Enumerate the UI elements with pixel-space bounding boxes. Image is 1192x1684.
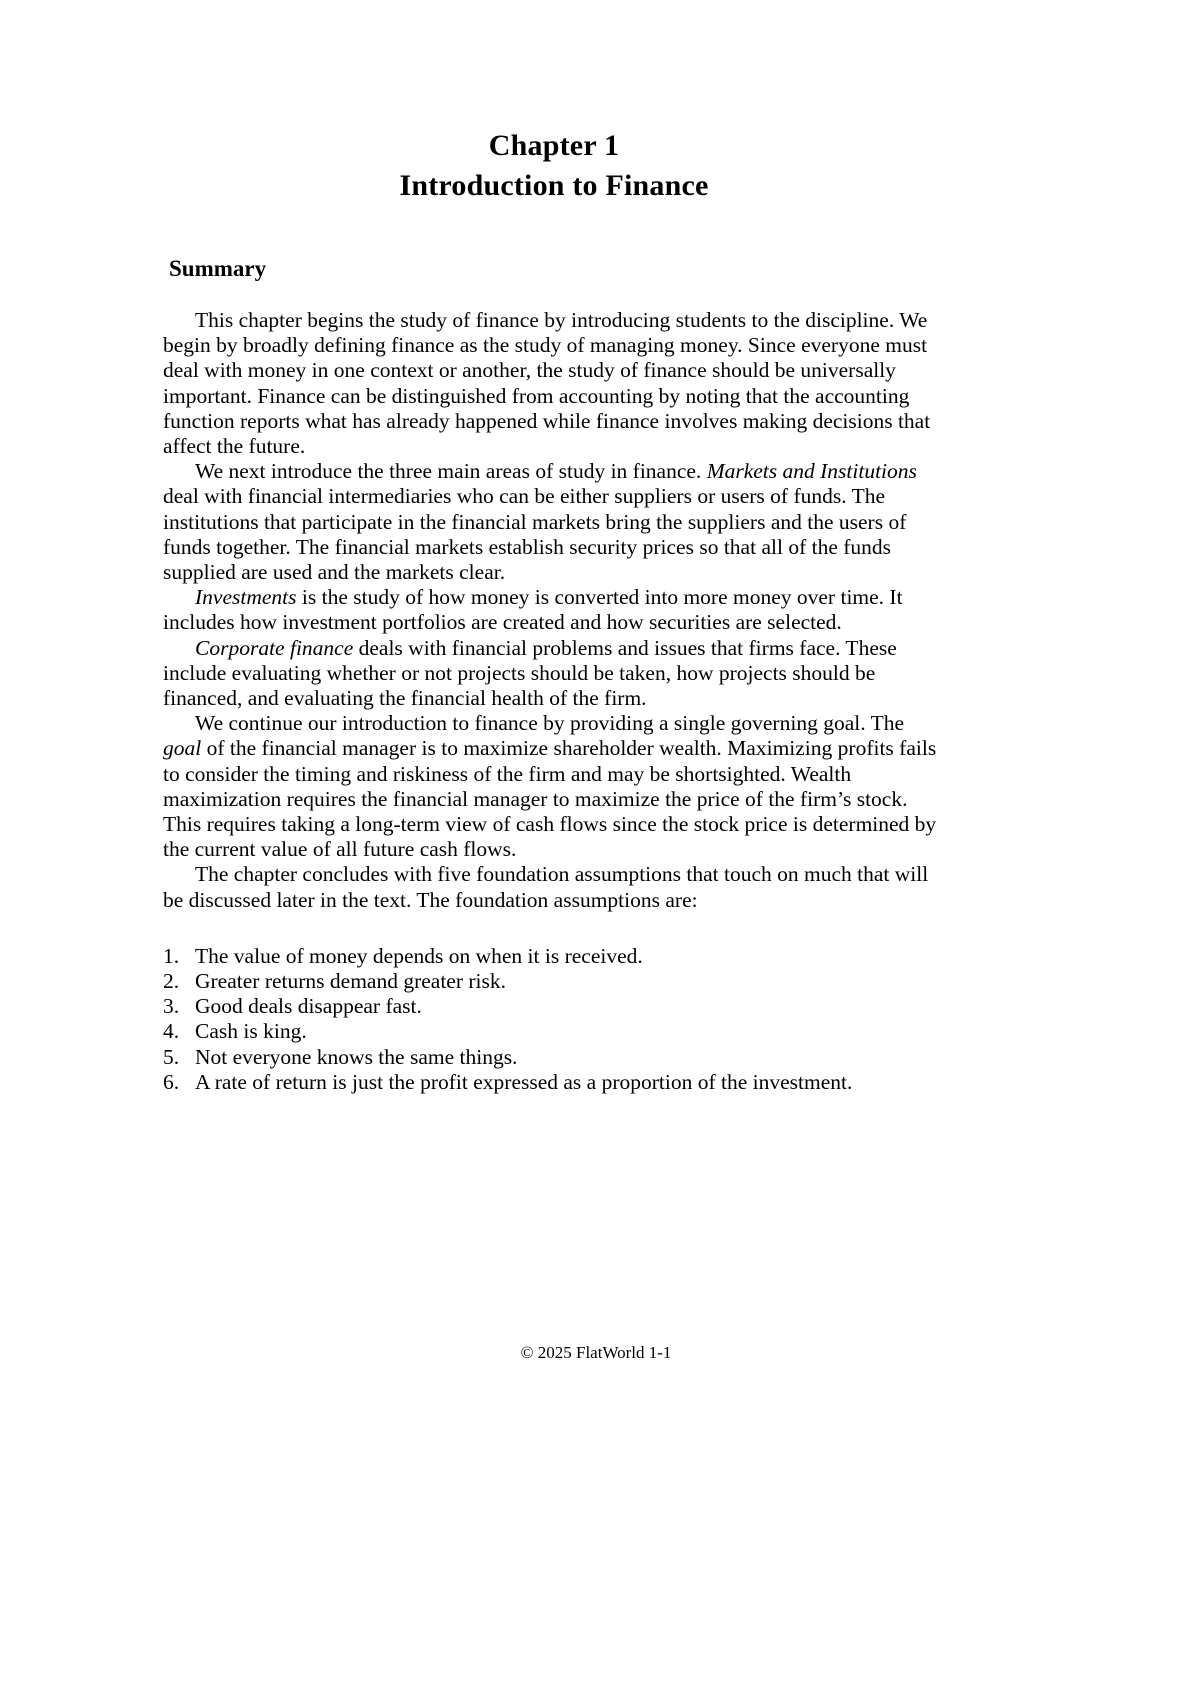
term-markets-and-institutions: Markets and Institutions	[706, 459, 917, 484]
paragraph-areas-of-study	[163, 459, 945, 585]
paragraph-investments-text: is the study of how money is converted into more money over time. It includes how investment portfolios are created and how securities are selected.	[163, 585, 903, 635]
list-item	[163, 1070, 945, 1095]
list-item	[163, 1045, 945, 1070]
paragraph-areas-text-after: deal with financial intermediaries who can be either suppliers or users of funds. The institutions that participate in the financial markets bring the suppliers and the users of funds together. The financial markets establish security prices so that all of the funds supplied are used and the markets clear.	[163, 484, 907, 585]
foundation-assumptions-list	[163, 913, 945, 1095]
list-item	[163, 1019, 945, 1044]
list-item	[163, 969, 945, 994]
list-item-label: Greater returns demand greater risk.	[195, 969, 507, 994]
paragraph-foundation-assumptions-intro: The chapter concludes with five foundation assumptions that touch on much that will be discussed later in the text. The foundation assumptions are:	[163, 862, 929, 912]
page-footer: © 2025 FlatWorld 1-1	[520, 1343, 672, 1362]
paragraph-governing-goal	[163, 711, 945, 862]
list-item-label: Not everyone knows the same things.	[195, 1044, 518, 1069]
list-item-number: 3.	[163, 994, 180, 1019]
list-item	[163, 994, 945, 1019]
list-item-number: 1.	[163, 943, 180, 968]
list-item-number: 4.	[163, 1019, 180, 1044]
paragraph-corporate-finance-text: deals with financial problems and issues that firms face. These include evaluating whether or not projects should be taken, how projects should be financed, and evaluating the financial health of the firm.	[163, 635, 897, 711]
chapter-number-line: Chapter 1	[488, 129, 620, 162]
list-item-label: Good deals disappear fast.	[195, 994, 422, 1019]
paragraph-areas-text-before: We next introduce the three main areas of study in finance.	[195, 459, 707, 484]
list-item-number: 6.	[163, 1069, 180, 1094]
list-item	[163, 944, 945, 969]
paragraph-investments	[163, 585, 945, 635]
list-item-label: The value of money depends on when it is received.	[195, 943, 643, 968]
section-heading-summary: Summary	[169, 256, 267, 281]
chapter-title-line: Introduction to Finance	[399, 169, 709, 202]
list-item-number: 5.	[163, 1044, 180, 1069]
list-item-number: 2.	[163, 969, 180, 994]
list-item-label: Cash is king.	[195, 1019, 307, 1044]
paragraph-goal-text-after: of the financial manager is to maximize shareholder wealth. Maximizing profits fails to consider the timing and riskiness of the firm and may be shortsighted. Wealth maximization requires the financial manager to maximize the price of the firm’s stock. This requires taking a long-term view of cash flows since the stock price is determined by the current value of all future cash flows.	[163, 736, 937, 862]
term-goal: goal	[163, 736, 202, 761]
paragraph-intro: This chapter begins the study of finance by introducing students to the discipline. We begin by broadly defining finance as the study of managing money. Since everyone must deal with money in one context or another, the study of finance should be universally important. Finance can be distinguished from accounting by noting that the accounting function reports what has already happened while finance involves making decisions that affect the future.	[163, 308, 931, 459]
paragraph-corporate-finance	[163, 636, 945, 712]
paragraph-goal-text-before: We continue our introduction to finance by providing a single governing goal. The	[195, 711, 904, 736]
page-content	[163, 0, 945, 1095]
term-investments: Investments	[195, 585, 297, 610]
term-corporate-finance: Corporate finance	[195, 635, 354, 660]
list-item-label: A rate of return is just the profit expressed as a proportion of the investment.	[195, 1069, 853, 1094]
page-title	[163, 0, 945, 206]
